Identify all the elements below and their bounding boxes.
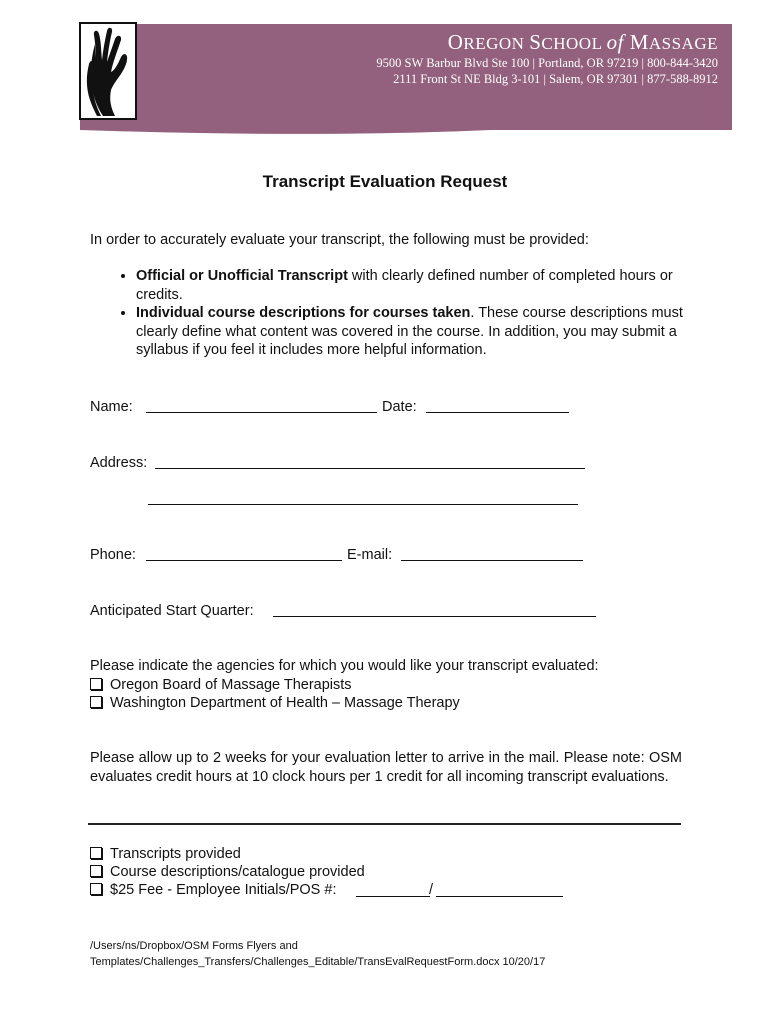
hands-icon xyxy=(81,24,135,118)
requirements-list xyxy=(112,267,696,360)
office-item-descriptions[interactable]: Course descriptions/catalogue provided xyxy=(90,863,365,882)
agencies-prompt: Please indicate the agencies for which you would like your transcript evaluated: xyxy=(90,658,599,674)
date-label: Date: xyxy=(382,399,417,415)
office-item-transcripts[interactable]: Transcripts provided xyxy=(90,845,241,864)
checkbox-icon[interactable] xyxy=(90,883,102,895)
name-label: Name: xyxy=(90,399,133,415)
address-label: Address: xyxy=(90,455,148,471)
employee-initials-field[interactable] xyxy=(356,896,430,897)
school-logo xyxy=(79,22,137,120)
address-line-salem: 2111 Front St NE Bldg 3-101 | Salem, OR 97301 | 877-588-8912 xyxy=(393,72,718,86)
name-field[interactable] xyxy=(146,412,377,413)
intro-text: In order to accurately evaluate your transcript, the following must be provided: xyxy=(90,232,589,248)
start-quarter-field[interactable] xyxy=(273,616,596,617)
date-field[interactable] xyxy=(426,412,569,413)
checkbox-icon[interactable] xyxy=(90,847,102,859)
checkbox-icon[interactable] xyxy=(90,865,102,877)
address-field-line2[interactable] xyxy=(148,504,578,505)
slash-separator: / xyxy=(429,882,434,898)
school-name: OREGON SCHOOL of MASSAGE xyxy=(447,30,718,54)
file-path-footer: /Users/ns/Dropbox/OSM Forms Flyers and Templates/Challenges_Transfers/Challenges_Editable/TransEvalRequestForm.docx 10/20/17 xyxy=(90,940,546,968)
banner-curve xyxy=(80,96,732,138)
agency-option-oregon[interactable]: Oregon Board of Massage Therapists xyxy=(90,676,352,695)
address-field-line1[interactable] xyxy=(155,468,585,469)
phone-field[interactable] xyxy=(146,560,342,561)
divider xyxy=(88,823,681,825)
email-label: E-mail: xyxy=(347,547,393,563)
checkbox-icon[interactable] xyxy=(90,696,102,708)
email-field[interactable] xyxy=(401,560,583,561)
evaluation-notice: Please allow up to 2 weeks for your evaluation letter to arrive in the mail. Please note: OSM evaluates credit hours at 10 clock hours per 1 credit for all incoming transcript evaluations. xyxy=(90,750,682,785)
agency-option-washington[interactable]: Washington Department of Health – Massage Therapy xyxy=(90,694,460,713)
start-quarter-label: Anticipated Start Quarter: xyxy=(90,603,254,619)
office-item-fee[interactable]: $25 Fee - Employee Initials/POS #: xyxy=(90,881,336,900)
checkbox-icon[interactable] xyxy=(90,678,102,690)
list-item: • Official or Unofficial Transcript with clearly defined number of completed hours or credits. xyxy=(136,267,696,304)
address-line-portland: 9500 SW Barbur Blvd Ste 100 | Portland, OR 97219 | 800-844-3420 xyxy=(376,56,718,70)
pos-number-field[interactable] xyxy=(436,896,563,897)
phone-label: Phone: xyxy=(90,547,136,563)
list-item: • Individual course descriptions for courses taken. These course descriptions must clearly define what content was covered in the course. In addition, you may submit a syllabus if you feel it includes more helpful information. xyxy=(136,304,696,360)
page-title: Transcript Evaluation Request xyxy=(262,172,508,191)
